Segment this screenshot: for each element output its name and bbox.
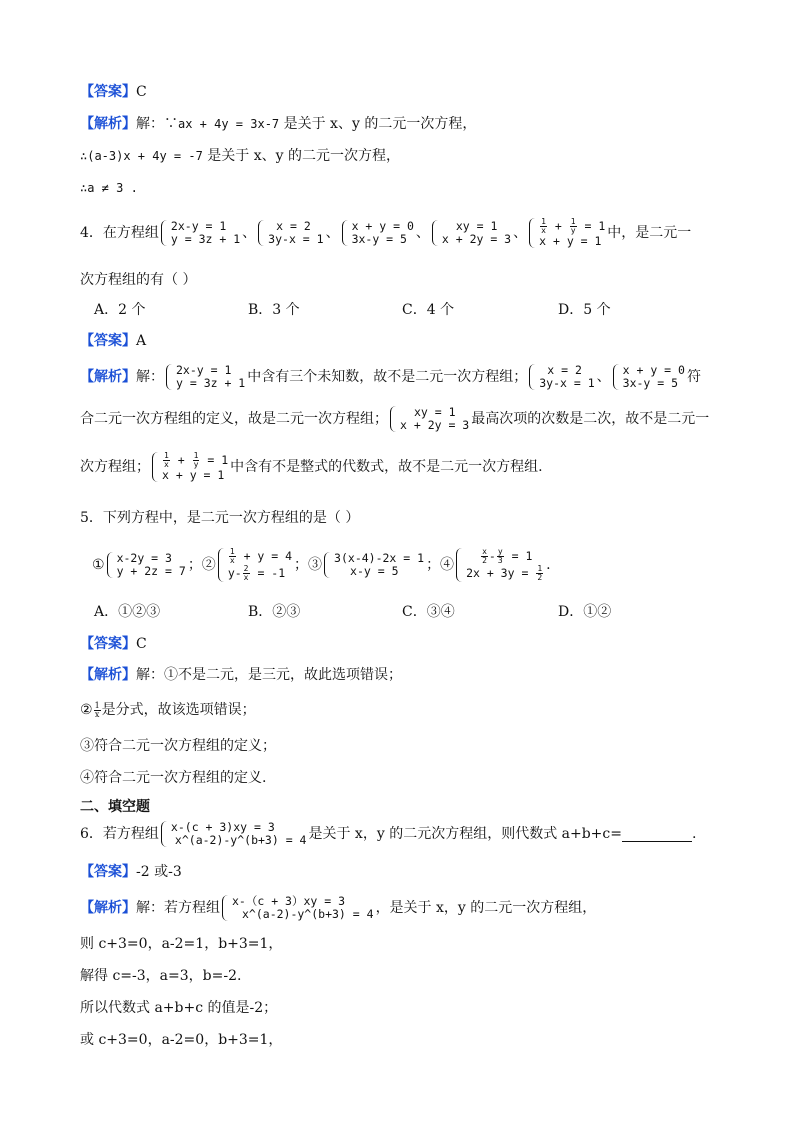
answer-tag: 【答案】 [80,864,136,880]
question-5-choices [92,544,551,586]
option-a: A．①②③ [94,604,161,620]
answer-blank [622,827,692,842]
analysis-text: ② [80,702,93,718]
equation-system: xy = 1 x + 2y = 3 [432,220,511,246]
separator: 、 [513,225,528,241]
equation: ∴a ≠ 3 . [80,181,138,195]
choice-mark: ；③ [294,557,323,573]
analysis-text: ，是关于 x，y 的二元一次方程组， [375,900,597,916]
analysis-line-5-3 [80,736,276,756]
analysis-line-5-4 [80,768,266,788]
question-6-stem [80,816,696,852]
analysis-text: 次方程组； [80,459,150,475]
option-b: B．②③ [248,604,301,620]
analysis-text: 是分式，故该选项错误； [101,702,256,718]
analysis-text: 中含有三个未知数，故不是二元一次方程组； [247,369,528,385]
analysis-tag: 【解析】 [80,369,136,385]
question-end: . [691,826,697,842]
equation-system: $\frac{1}{x}$ + y = 4 y- $\frac{2}{x}$ = -1 [218,548,292,582]
question-4-stem-2 [80,270,196,290]
analysis-text: ④符合二元一次方程组的定义. [80,770,267,786]
separator: 、 [242,225,257,241]
analysis-text: 或 c+3=0，a-2=0，b+3=1， [80,1032,283,1048]
analysis-line-3-2 [80,146,400,166]
analysis-text: ③符合二元一次方程组的定义； [80,738,276,754]
analysis-line-4-1 [80,360,701,394]
option-d: D．5 个 [558,302,611,318]
answer-line-5 [80,634,147,654]
analysis-text: 解： [136,369,164,385]
answer-tag: 【答案】 [80,636,136,652]
answer-tag: 【答案】 [80,333,136,349]
analysis-text: 合二元一次方程组的定义，故是二元一次方程组； [80,411,388,427]
option-c: C．4 个 [402,302,455,318]
equation-system: x + y = 0 3x-y = 5 [342,220,414,246]
equation: ax + 4y = 3x-7 [178,117,280,131]
equation-system: $\frac{1}{x}$ + $\frac{1}{y}$ = 1 x + y = 1 [152,452,228,482]
analysis-line-4-2 [80,402,709,436]
analysis-text: 是关于 x、y 的二元一次方程， [283,116,477,132]
option-d: D．①② [558,604,612,620]
analysis-line-3-3 [80,178,138,198]
answer-value: -2 或-3 [136,864,182,880]
analysis-text: 是关于 x、y 的二元一次方程， [207,148,400,164]
analysis-line-6-2 [80,934,282,954]
equation-system: $\frac{x}{2}$ - $\frac{y}{3}$ = 1 2x + 3y = $\frac{1}{2}$ [456,548,544,582]
answer-tag: 【答案】 [80,84,136,100]
separator: 、 [415,225,430,241]
option-a: A．2 个 [94,302,146,318]
analysis-text: 解：∵ [136,116,178,132]
answer-value: C [136,84,147,100]
section-heading: 二、填空题 [80,799,150,815]
analysis-line-5-2: ② $\frac{1}{x}$ 是分式，故该选项错误； [80,700,256,719]
question-text: 5．下列方程中，是二元一次方程组的是（ ） [80,510,360,526]
equation-system: x = 2 3y-x = 1 [529,364,594,390]
analysis-line-4-3 [80,450,543,484]
analysis-line-3-1 [80,114,476,134]
analysis-text: 最高次项的次数是二次，故不是二元一 [471,411,710,427]
equation: ∴(a-3)x + 4y = -7 [80,149,203,163]
analysis-tag: 【解析】 [80,900,136,916]
analysis-text: 解：若方程组 [136,900,220,916]
analysis-line-5-1 [80,665,402,685]
question-text: 4．在方程组 [80,225,159,241]
analysis-line-6-4 [80,998,277,1018]
analysis-tag: 【解析】 [80,116,136,132]
choice-end: . [546,557,551,573]
equation-system: x-2y = 3 y + 2z = 7 [107,552,186,578]
question-text: 6．若方程组 [80,826,159,842]
separator: 、 [325,225,340,241]
answer-value: A [136,333,147,349]
answer-line-6 [80,862,182,882]
equation-system: x = 2 3y-x = 1 [258,220,323,246]
equation-system: $\frac{1}{x}$ + $\frac{1}{y}$ = 1 x + y = 1 [529,218,605,248]
analysis-text: 则 c+3=0，a-2=1，b+3=1， [80,936,283,952]
option-b: B．3 个 [248,302,300,318]
question-text: 是关于 x，y 的二元次方程组，则代数式 a+b+c= [308,826,622,842]
analysis-text: 符 [686,369,701,385]
choice-mark: ；④ [426,557,455,573]
answer-line-4 [80,331,146,351]
equation-system: 2x-y = 1 y = 3z + 1 [161,220,240,246]
analysis-text: 中含有不是整式的代数式，故不是二元一次方程组. [230,459,543,475]
analysis-text: 解：①不是二元，是三元，故此选项错误； [136,667,402,683]
separator: 、 [596,369,611,385]
analysis-text: 解得 c=-3，a=3，b=-2. [80,968,242,984]
answer-line-3 [80,82,147,102]
analysis-line-6-1 [80,890,596,926]
option-c: C．③④ [402,604,455,620]
analysis-text: 所以代数式 a+b+c 的值是-2； [80,1000,278,1016]
choice-mark: ① [92,557,105,573]
equation-system: 3(x-4)-2x = 1 x-y = 5 [324,552,424,578]
equation-system: 2x-y = 1 y = 3z + 1 [166,364,245,390]
analysis-line-6-3 [80,966,241,986]
choice-mark: ；② [187,557,216,573]
equation-system: x-（c + 3）xy = 3 x^(a-2)-y^(b+3) = 4 [222,895,374,921]
equation-system: xy = 1 x + 2y = 3 [390,406,469,432]
equation-system: x + y = 0 3x-y = 5 [613,364,685,390]
question-text: 中，是二元一 [607,225,692,241]
question-text: 次方程组的有（ ） [80,272,197,288]
analysis-line-6-5 [80,1030,282,1050]
equation-system: x-(c + 3)xy = 3 x^(a-2)-y^(b+3) = 4 [161,821,307,847]
question-4-stem [80,216,691,250]
answer-value: C [136,636,147,652]
analysis-tag: 【解析】 [80,667,136,683]
question-5-stem [80,508,359,528]
